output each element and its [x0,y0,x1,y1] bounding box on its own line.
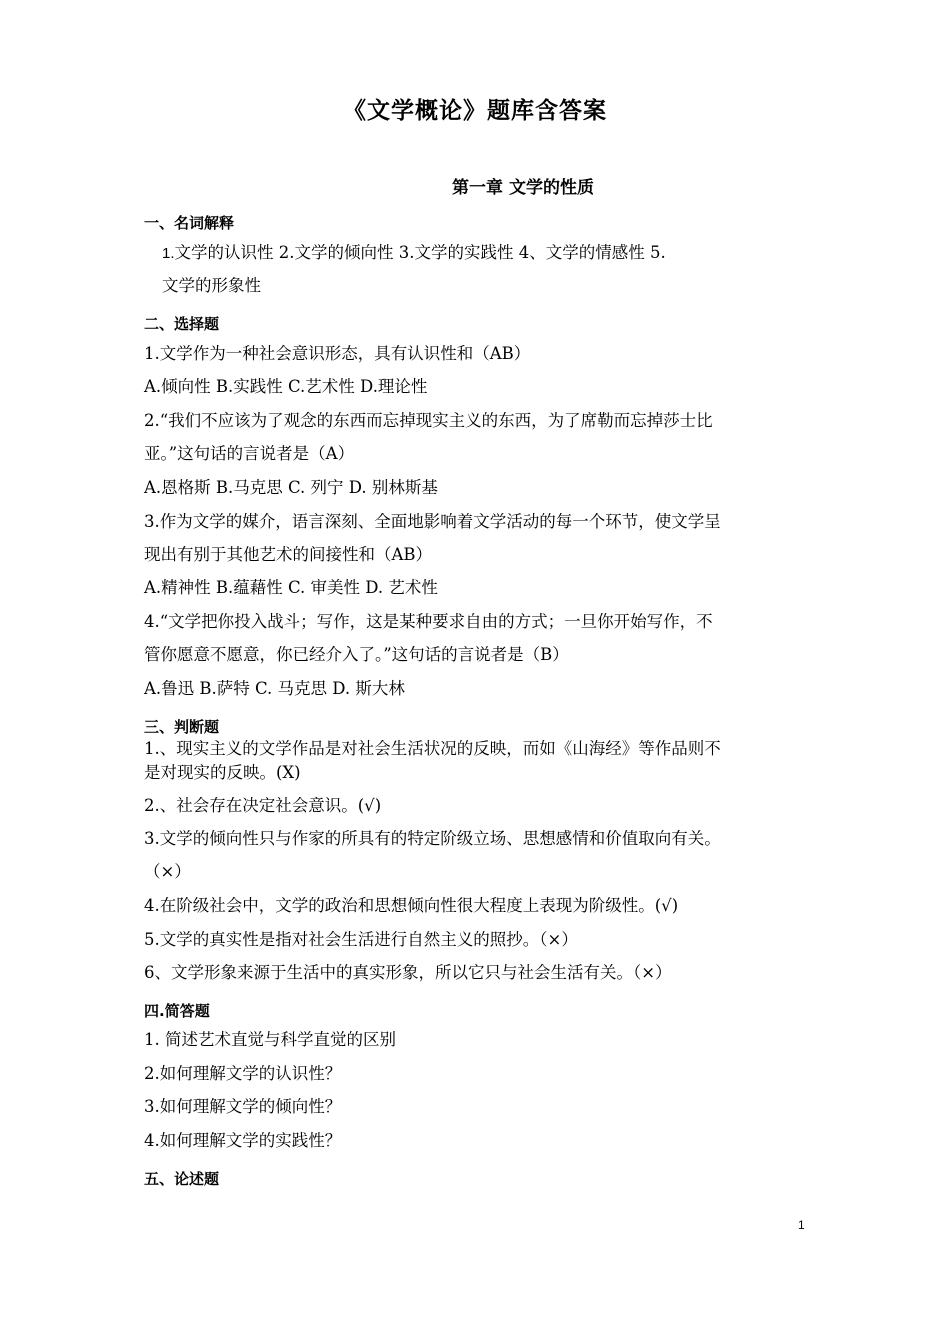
section-heading-terms: 一、名词解释 [144,214,235,232]
judgement-3-line-2: （×） [144,862,191,881]
judgement-1-line-2: 是对现实的反映。(X) [144,763,301,782]
terms-line-1 [162,236,842,270]
choice-q3-line-2: 现出有别于其他艺术的间接性和（AB） [144,545,433,564]
document-title: 《文学概论》题库含答案 [343,98,607,124]
choice-q2-line-1: 2.“我们不应该为了观念的东西而忘掉现实主义的东西，为了席勒而忘掉莎士比 [144,411,713,430]
choice-q1: 1.文学作为一种社会意识形态，具有认识性和（AB） [144,344,531,363]
choice-q3-options: A.精神性 B.蕴藉性 C. 审美性 D. 艺术性 [144,578,438,597]
judgement-2: 2.、社会存在决定社会意识。(√) [144,796,382,815]
choice-q4-line-2: 管你愿意不愿意，你已经介入了。”这句话的言说者是（B） [144,645,569,664]
short-answer-2: 2.如何理解文学的认识性？ [144,1064,342,1083]
judgement-6: 6、文学形象来源于生活中的真实形象，所以它只与社会生活有关。（×） [144,963,672,982]
choice-q2-options: A.恩格斯 B.马克思 C. 列宁 D. 别林斯基 [144,478,438,497]
terms-line-2: 文学的形象性 [162,276,261,295]
section-heading-essay: 五、论述题 [144,1170,220,1188]
short-answer-3: 3.如何理解文学的倾向性？ [144,1097,342,1116]
judgement-5: 5.文学的真实性是指对社会生活进行自然主义的照抄。（×） [144,930,578,949]
choice-q4-line-1: 4.“文学把你投入战斗；写作，这是某种要求自由的方式；一旦你开始写作，不 [144,612,713,631]
terms-line-1-text: 文学的认识性 2.文学的倾向性 3.文学的实践性 4、文学的情感性 5. [174,243,666,262]
chapter-heading: 第一章 文学的性质 [452,178,594,198]
terms-line-1-number: 1. [162,245,175,262]
choice-q3-line-1: 3.作为文学的媒介，语言深刻、全面地影响着文学活动的每一个环节，使文学呈 [144,512,721,531]
section-heading-choice: 二、选择题 [144,315,220,333]
section-heading-judgement: 三、判断题 [144,718,220,736]
judgement-4: 4.在阶级社会中，文学的政治和思想倾向性很大程度上表现为阶级性。(√) [144,896,679,915]
choice-q2-line-2: 亚。”这句话的言说者是（A） [144,444,355,463]
choice-q1-options: A.倾向性 B.实践性 C.艺术性 D.理论性 [144,377,428,396]
choice-q4-options: A.鲁迅 B.萨特 C. 马克思 D. 斯大林 [144,679,405,698]
short-answer-4: 4.如何理解文学的实践性？ [144,1131,342,1150]
short-answer-1: 1. 简述艺术直觉与科学直觉的区别 [144,1030,396,1049]
section-heading-short-answer: 四.简答题 [144,1002,210,1020]
judgement-3-line-1: 3.文学的倾向性只与作家的所具有的特定阶级立场、思想感情和价值取向有关。 [144,829,721,848]
judgement-1-line-1: 1.、现实主义的文学作品是对社会生活状况的反映，而如《山海经》等作品则不 [144,739,721,758]
page-number: 1 [798,1218,805,1232]
